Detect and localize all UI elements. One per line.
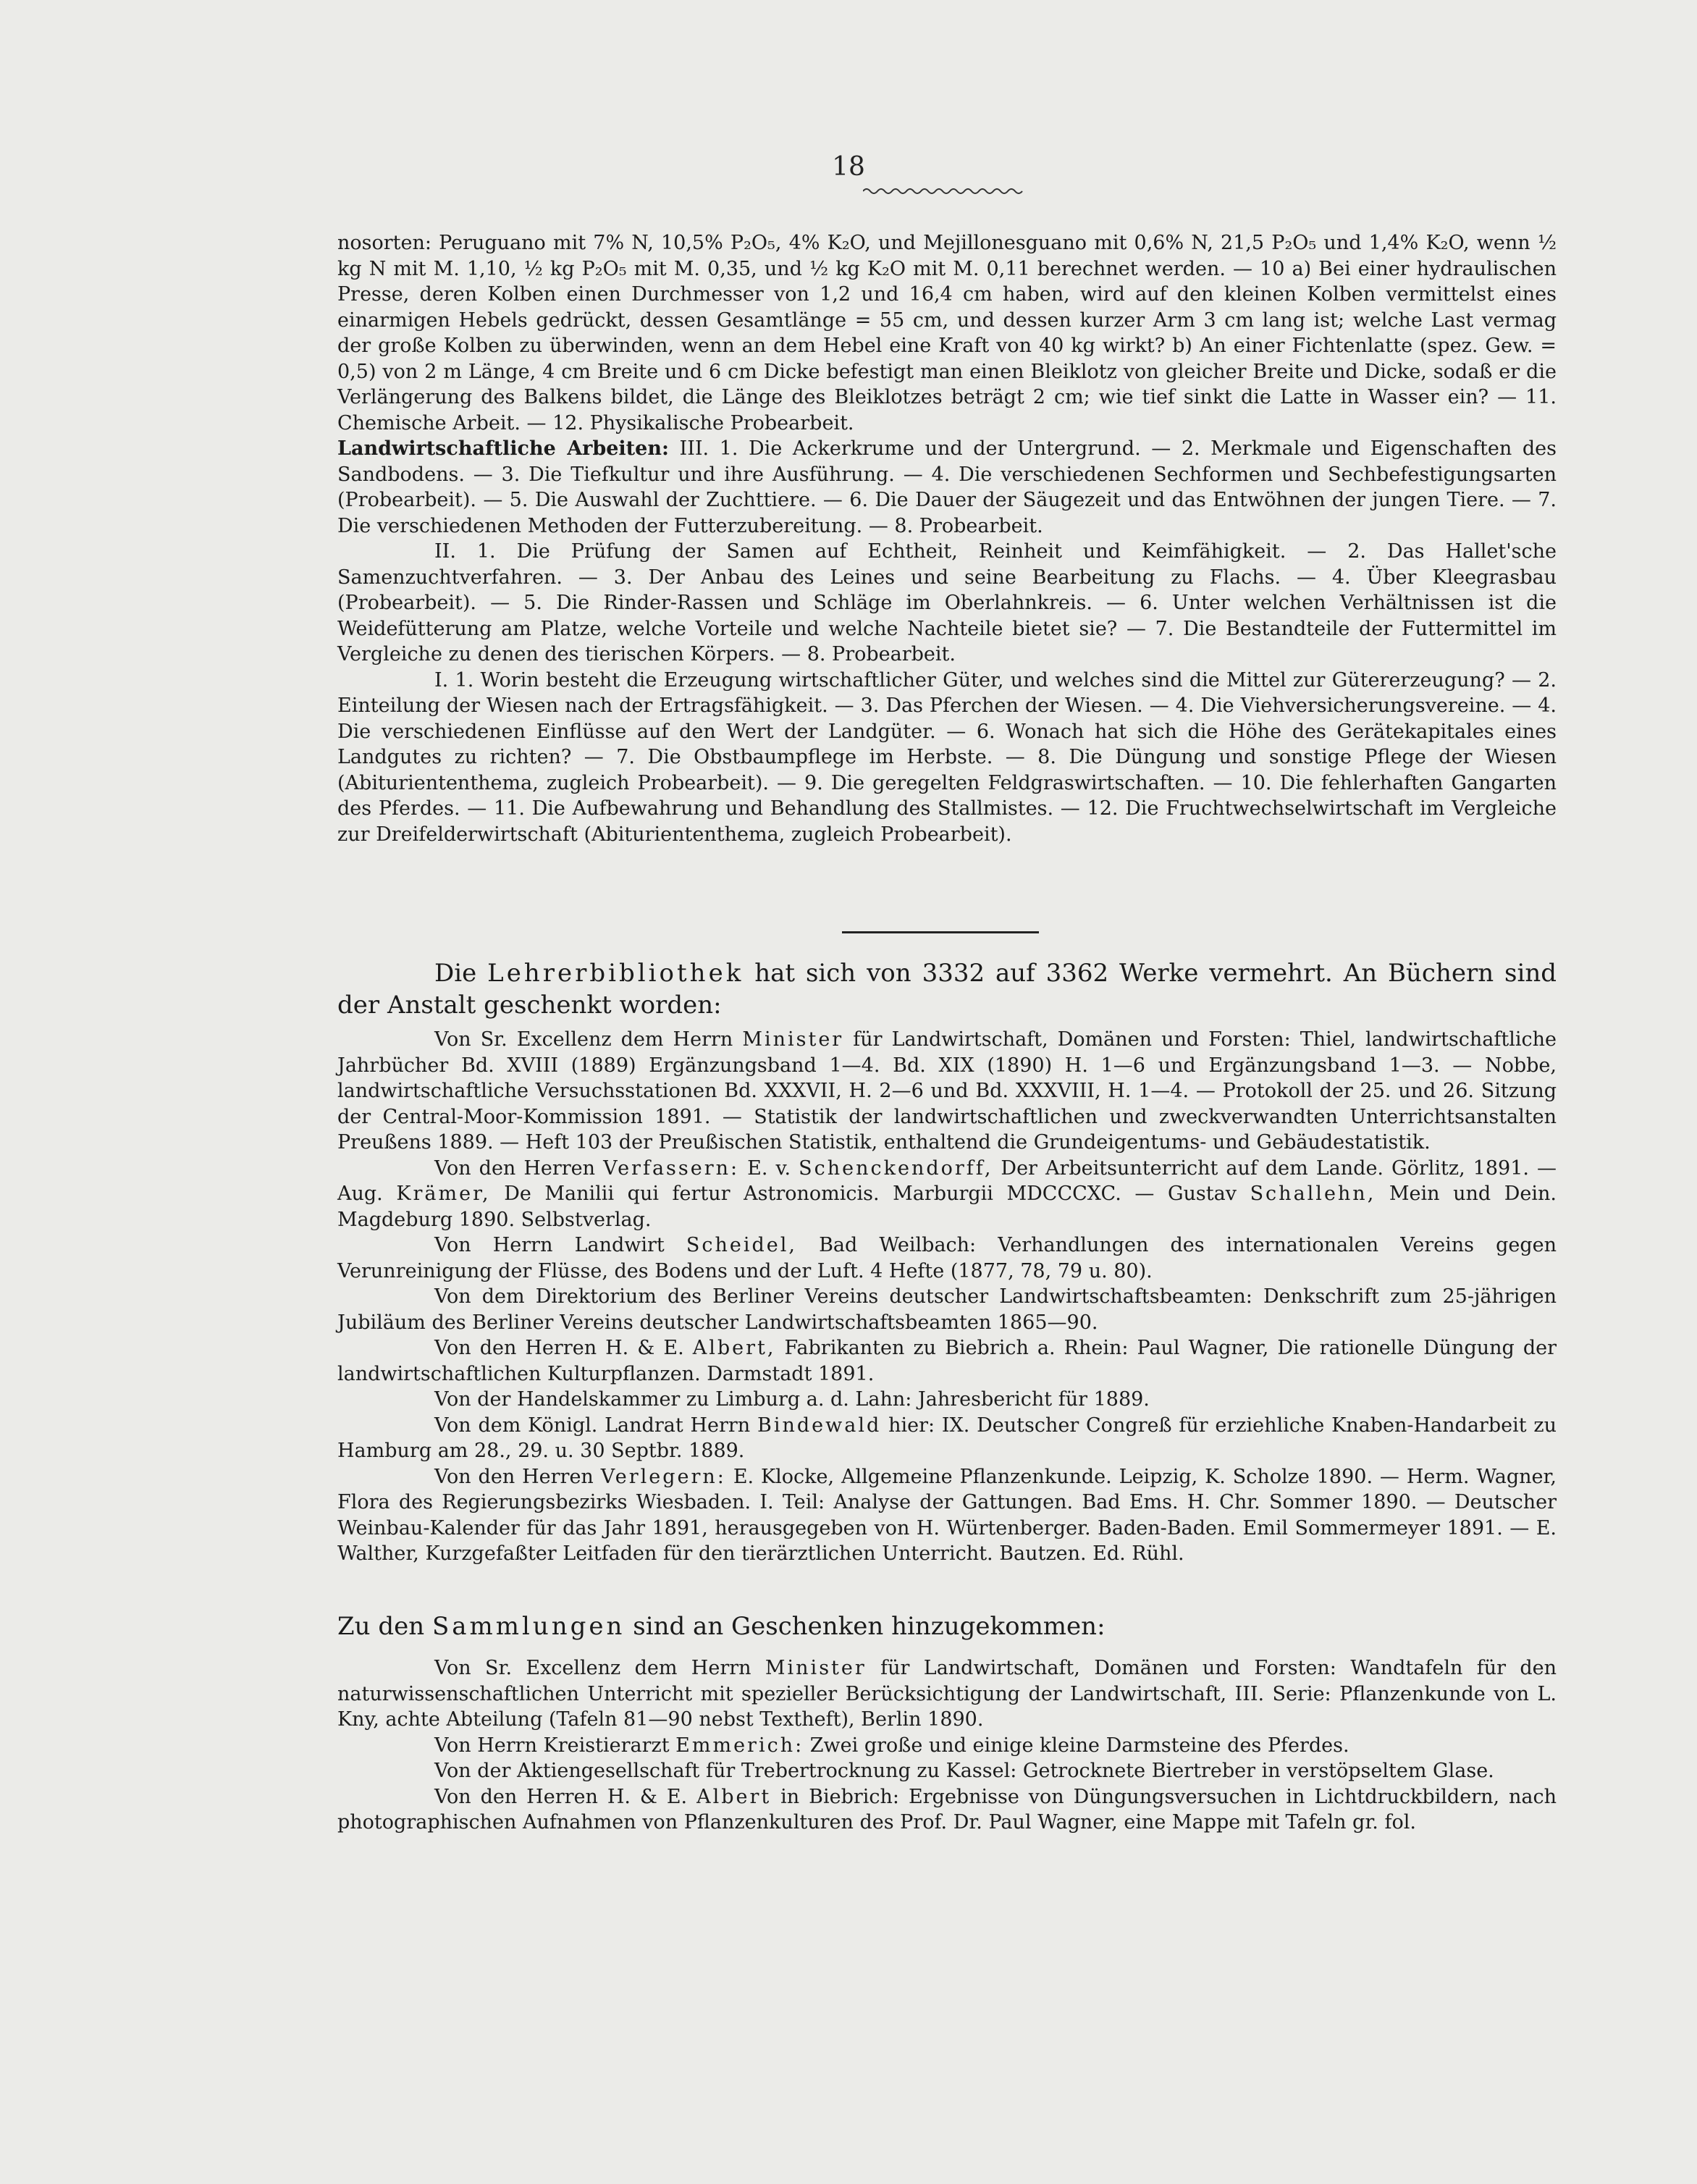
library-heading-a: Die [434,959,477,988]
library-entry [337,1335,1557,1387]
entry-text: Mein und Dein. Magdeburg 1890. Selbstverlag. [337,1183,1557,1231]
entry-donor: Albert [696,1785,772,1808]
section-divider [842,931,1039,933]
entry-text: Von den Herren [434,1156,596,1180]
entry-text: Fabrikanten zu Biebrich a. Rhein: Paul Wagner, Die rationelle Düngung der landwirtschaftlichen Kulturpflanzen. Darmstadt 1891. [337,1337,1557,1385]
entry-text: Von dem Königl. Landrat Herrn [434,1414,751,1437]
entry-text: in Biebrich: Ergebnisse von Düngungsversuchen in Lichtdruckbildern, nach photographischen Aufnahmen von Pflanzenkulturen des Prof. Dr. Paul Wagner, eine Mappe mit Tafeln gr. fol. [337,1785,1557,1834]
agriculture-tasks-i: I. 1. Worin besteht die Erzeugung wirtschaftlicher Güter, und welches sind die Mittel zur Gütererzeugung? — 2. Einteilung der Wiesen nach der Ertragsfähigkeit. — 3. Das Pferchen der Wiesen. — 4. Die Viehversicherungsvereine. — 4. Die verschiedenen Einflüsse auf den Wert der Landgüter. — 6. Wonach hat sich die Höhe des Gerätekapitales eines Landgutes zu richten? — 7. Die Obstbaumpflege im Herbste. — 8. Die Düngung und sonstige Pflege der Wiesen (Abituriententhema, zugleich Probearbeit). — 9. Die geregelten Feldgraswirtschaften. — 10. Die fehlerhaften Gangarten des Pferdes. — 11. Die Aufbewahrung und Behandlung des Stallmistes. — 12. Die Fruchtwechselwirtschaft im Vergleiche zur Dreifelderwirtschaft (Abituriententhema, zugleich Probearbeit). [337,668,1557,846]
entry-donor: Minister [765,1657,867,1679]
entry-text: Von den Herren H. & E. [434,1337,684,1359]
library-heading-b: Lehrerbibliothek [487,959,744,988]
collection-entry [337,1655,1557,1733]
entry-donor: Minister [742,1028,844,1051]
agriculture-tasks-iii [337,436,1557,539]
library-heading [337,957,1557,1021]
entry-text: hier: IX. Deutscher Congreß für erziehliche Knaben-Handarbeit zu Hamburg am 28., 29. u. 30 Septbr. 1889. [337,1414,1557,1462]
collection-entry [337,1733,1557,1759]
exam-topics-section [337,230,1557,847]
library-entry [337,1464,1557,1567]
library-entry [337,1027,1557,1156]
agriculture-tasks-ii: II. 1. Die Prüfung der Samen auf Echtheit, Reinheit und Keimfähigkeit. — 2. Das Hallet'sche Samenzuchtverfahren. — 3. Der Anbau des Leines und seine Bearbeitung zu Flachs. — 4. Über Kleegrasbau (Probearbeit). — 5. Die Rinder-Rassen und Schläge im Oberlahnkreis. — 6. Unter welchen Verhältnissen ist die Weidefütterung am Platze, welche Vorteile und welche Nachteile bietet sie? — 7. Die Bestandteile der Futtermittel im Vergleiche zu denen des tierischen Körpers. — 8. Probearbeit. [337,540,1557,665]
library-entry [337,1156,1557,1233]
entry-text: Bad Weilbach: Verhandlungen des internationalen Vereins gegen Verunreinigung der Flüsse, des Bodens und der Luft. 4 Hefte (1877, 78, 79 u. 80). [337,1234,1557,1282]
library-entry [337,1413,1557,1464]
entry-text: für Landwirtschaft, Domänen und Forsten: Wandtafeln für den naturwissenschaftlichen Unterricht mit spezieller Berücksichtigung der Landwirtschaft, III. Serie: Pflanzenkunde von L. Kny, achte Abteilung (Tafeln 81—90 nebst Textheft), Berlin 1890. [337,1657,1557,1731]
collections-heading-b: Sammlungen [431,1612,626,1641]
collections-heading [337,1610,1557,1642]
entry-text: Von den Herren H. & E. [434,1785,688,1808]
entry-author: Schenckendorff, [799,1156,993,1180]
agriculture-heading: Landwirtschaftliche Arbeiten: [337,437,669,460]
entry-text: für Landwirtschaft, Domänen und Forsten: Thiel, landwirtschaftliche Jahrbücher Bd. XVIII (1889) Ergänzungsband 1—4. Bd. XIX (1890) H. 1—6 und Ergänzungsband 1—3. — Nobbe, landwirtschaftliche Versuchsstationen Bd. XXXVII, H. 2—6 und Bd. XXXVIII, H. 1—4. — Protokoll der 25. und 26. Sitzung der Central-Moor-Kommission 1891. — Statistik der landwirtschaftlichen und zweckverwandten Unterrichtsanstalten Preußens 1889. — Heft 103 der Preußischen Statistik, enthaltend die Grundeigentums- und Gebäudestatistik. [337,1028,1557,1154]
entry-donor: Emmerich: [675,1734,804,1757]
entry-text: Von Sr. Excellenz dem Herrn [434,1657,751,1679]
page-number: 18 [832,152,865,182]
library-entries [337,1027,1557,1567]
entry-text: Der Arbeitsunterricht auf dem Lande. Görlitz, 1891. — Aug. [337,1156,1557,1205]
collections-entries [337,1655,1557,1836]
entry-text: Von den Herren [434,1465,594,1488]
entry-donor: Albert, [692,1337,776,1359]
agriculture-iii-text: III. 1. Die Ackerkrume und der Untergrund. — 2. Merkmale und Eigenschaften des Sandbodens. — 3. Die Tiefkultur und ihre Ausführung. — 4. Die verschiedenen Sechformen und Sechbefestigungsarten (Probearbeit). — 5. Die Auswahl der Zuchttiere. — 6. Die Dauer der Säugezeit und das Entwöhnen der jungen Tiere. — 7. Die verschiedenen Methoden der Futterzubereitung. — 8. Probearbeit. [337,437,1557,537]
entry-text: Von Herrn Kreistierarzt [434,1734,670,1757]
collections-heading-c: sind an Geschenken hinzugekommen: [633,1612,1106,1641]
entry-text: De Manilii qui fertur Astronomicis. Marburgii MDCCCXC. — Gustav [504,1183,1237,1205]
entry-donor: Scheidel, [686,1234,797,1256]
collections-heading-a: Zu den [337,1612,425,1641]
library-entry [337,1232,1557,1284]
entry-author: Krämer, [396,1183,491,1205]
physics-tasks-paragraph: nosorten: Peruguano mit 7% N, 10,5% P₂O₅, 4% K₂O, und Mejillonesguano mit 0,6% N, 21,5 P₂O₅ und 1,4% K₂O, wenn ½ kg N mit M. 1,10, ½ kg P₂O₅ mit M. 0,35, und ½ kg K₂O mit M. 0,11 berechnet werden. — 10 a) Bei einer hydraulischen Presse, deren Kolben einen Durchmesser von 1,2 und 16,4 cm haben, wird auf den kleinen Kolben vermittelst eines einarmigen Hebels gedrückt, dessen Gesamtlänge = 55 cm, und dessen kurzer Arm 3 cm lang ist; welche Last vermag der große Kolben zu überwinden, wenn an dem Hebel eine Kraft von 40 kg wirkt? b) An einer Fichtenlatte (spez. Gew. = 0,5) von 2 m Länge, 4 cm Breite und 6 cm Dicke befestigt man einen Bleiklotz von gleicher Breite und Dicke, sodaß er die Verlängerung des Balkens bildet, die Länge des Bleiklotzes beträgt 2 cm; wie tief sinkt die Latte in Wasser ein? — 11. Chemische Arbeit. — 12. Physikalische Probearbeit. [337,232,1557,434]
library-heading-c: hat sich von 3332 auf 3362 Werke vermehrt. An Büchern sind der Anstalt geschenkt worden: [337,959,1557,1020]
collection-entry [337,1784,1557,1836]
entry-text: E. Klocke, Allgemeine Pflanzenkunde. Leipzig, K. Scholze 1890. — Herm. Wagner, Flora des Regierungsbezirks Wiesbaden. I. Teil: Analyse der Gattungen. Bad Ems. H. Chr. Sommer 1890. — Deutscher Weinbau-Kalender für das Jahr 1891, herausgegeben von H. Würtenberger. Baden-Baden. Emil Sommermeyer 1891. — E. Walther, Kurzgefaßter Leitfaden für den tierärztlichen Unterricht. Bautzen. Ed. Rühl. [337,1465,1557,1565]
entry-text: Von Sr. Excellenz dem Herrn [434,1028,733,1051]
entry-donor: Bindewald [757,1414,882,1437]
entry-text: E. v. [747,1156,791,1180]
collection-entry: Von der Aktiengesellschaft für Trebertrocknung zu Kassel: Getrocknete Biertreber in verstöpseltem Glase. [434,1760,1494,1782]
entry-donor: Verfassern: [603,1156,740,1180]
entry-author: Schallehn, [1250,1183,1376,1205]
entry-text: Von Herrn Landwirt [434,1234,665,1256]
library-entry: Von dem Direktorium des Berliner Vereins deutscher Landwirtschaftsbeamten: Denkschrift zum 25-jährigen Jubiläum des Berliner Vereins deutscher Landwirtschaftsbeamten 1865—90. [337,1285,1557,1334]
entry-donor: Verlegern: [600,1465,726,1488]
library-entry: Von der Handelskammer zu Limburg a. d. Lahn: Jahresbericht für 1889. [434,1388,1150,1411]
entry-text: Zwei große und einige kleine Darmsteine des Pferdes. [809,1734,1349,1757]
ornamental-rule-icon [863,186,1024,196]
